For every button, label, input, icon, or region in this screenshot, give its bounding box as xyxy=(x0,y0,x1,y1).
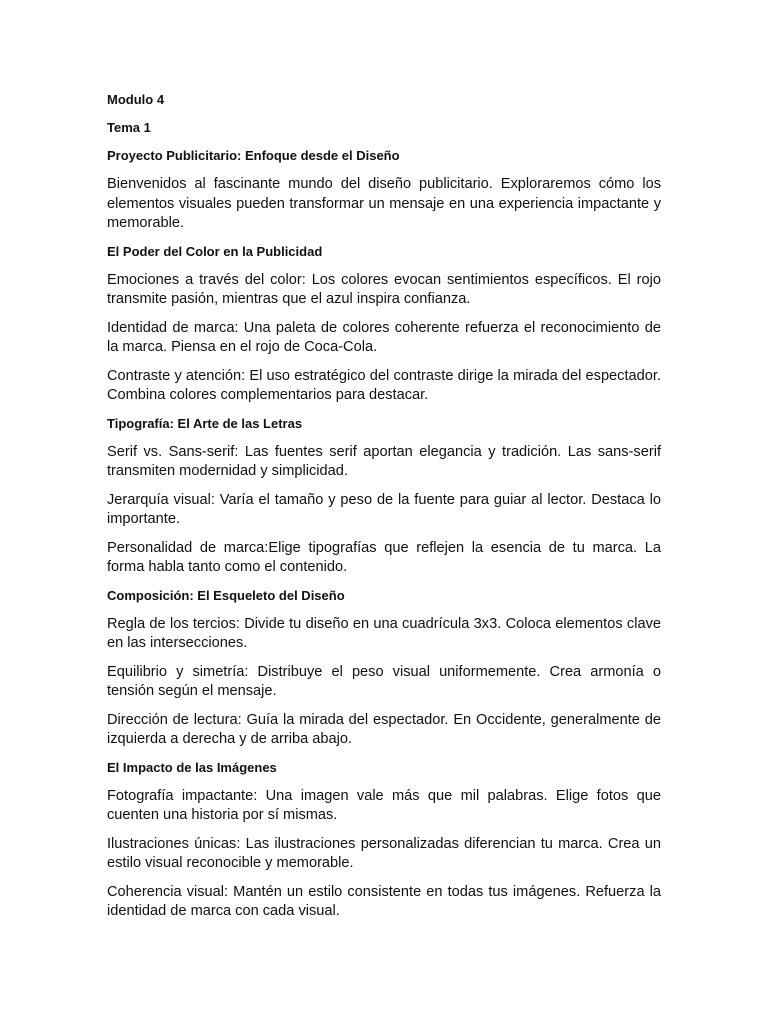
section-heading: El Poder del Color en la Publicidad xyxy=(107,243,323,259)
paragraph: Dirección de lectura: Guía la mirada del espectador. En Occidente, generalmente de izquierda a derecha y de arriba abajo. xyxy=(107,711,661,747)
section-typography xyxy=(107,415,661,578)
paragraph: Ilustraciones únicas: Las ilustraciones personalizadas diferencian tu marca. Crea un estilo visual reconocible y memorable. xyxy=(107,835,661,871)
section-heading: El Impacto de las Imágenes xyxy=(107,759,277,775)
paragraph: Serif vs. Sans-serif: Las fuentes serif aportan elegancia y tradición. Las sans-serif transmiten modernidad y simplicidad. xyxy=(107,443,661,479)
paragraph: Fotografía impactante: Una imagen vale más que mil palabras. Elige fotos que cuenten una historia por sí mismas. xyxy=(107,787,661,823)
intro-paragraph: Bienvenidos al fascinante mundo del diseño publicitario. Exploraremos cómo los elementos visuales pueden transformar un mensaje en una experiencia impactante y memorable. xyxy=(107,176,661,231)
section-heading: Composición: El Esqueleto del Diseño xyxy=(107,587,345,603)
paragraph: Equilibrio y simetría: Distribuye el peso visual uniformemente. Crea armonía o tensión según el mensaje. xyxy=(107,663,661,699)
document-title: Proyecto Publicitario: Enfoque desde el Diseño xyxy=(107,148,400,163)
paragraph: Personalidad de marca:Elige tipografías que reflejen la esencia de tu marca. La forma habla tanto como el contenido. xyxy=(107,539,661,575)
section-color xyxy=(107,243,661,406)
paragraph: Emociones a través del color: Los colores evocan sentimientos específicos. El rojo transmite pasión, mientras que el azul inspira confianza. xyxy=(107,271,661,307)
paragraph: Jerarquía visual: Varía el tamaño y peso de la fuente para guiar al lector. Destaca lo importante. xyxy=(107,491,661,527)
paragraph: Regla de los tercios: Divide tu diseño en una cuadrícula 3x3. Coloca elementos clave en las intersecciones. xyxy=(107,615,661,651)
section-composition xyxy=(107,587,661,750)
section-heading: Tipografía: El Arte de las Letras xyxy=(107,415,303,431)
module-label: Modulo 4 xyxy=(107,92,165,107)
paragraph: Contraste y atención: El uso estratégico del contraste dirige la mirada del espectador. Combina colores complementarios para destacar. xyxy=(107,367,661,403)
section-images xyxy=(107,759,661,922)
paragraph: Identidad de marca: Una paleta de colores coherente refuerza el reconocimiento de la marca. Piensa en el rojo de Coca-Cola. xyxy=(107,319,661,355)
topic-label: Tema 1 xyxy=(107,120,151,135)
document-page xyxy=(107,91,661,931)
paragraph: Coherencia visual: Mantén un estilo consistente en todas tus imágenes. Refuerza la identidad de marca con cada visual. xyxy=(107,883,661,919)
